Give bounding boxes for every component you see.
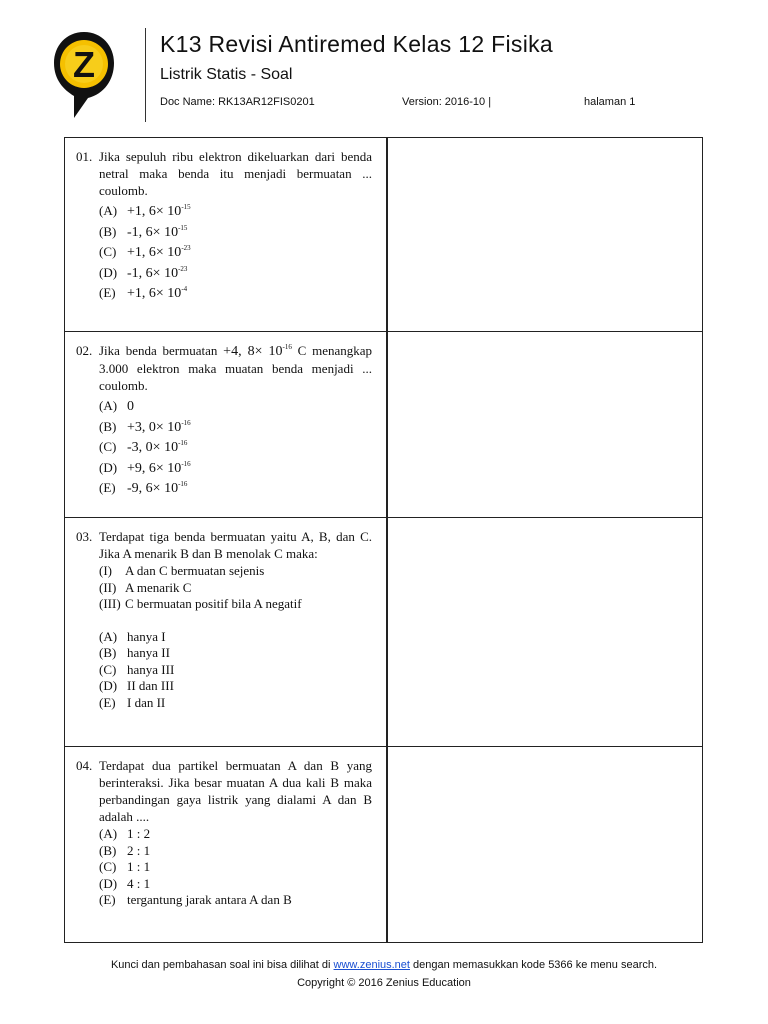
- option-d: (D) 4 : 1: [99, 875, 151, 891]
- option-b: (B) 2 : 1: [99, 842, 151, 858]
- statement-list: [99, 562, 372, 612]
- option-b: (B) hanya II: [99, 645, 170, 660]
- option-list: [99, 825, 372, 908]
- option-a: (A) +1, $6\times 10^{-15}$: [99, 203, 191, 219]
- question-3: [76, 528, 372, 710]
- question-text: Jika benda bermuatan +4, $8\times 10^{-16}$ C menangkap 3.000 elektron maka muatan benda menjadi ... coulomb.: [99, 343, 373, 393]
- statement-2: (II) A menarik C: [99, 579, 192, 595]
- question-number: 04.: [76, 758, 93, 773]
- question-1: [76, 148, 372, 305]
- option-e: (E) tergantung jarak antara A dan B: [99, 892, 292, 907]
- question-number: 03.: [76, 529, 93, 544]
- header-divider: [145, 28, 146, 122]
- question-table: [64, 137, 703, 943]
- option-b: (B) +3, $0\times 10^{-16}$: [99, 418, 191, 435]
- doc-name: Doc Name: RK13AR12FIS0201: [160, 96, 315, 108]
- statement-3: (III) C bermuatan positif bila A negatif: [99, 596, 302, 611]
- option-list: [99, 202, 372, 305]
- zenius-logo: [52, 30, 116, 120]
- option-a: (A) hanya I: [99, 628, 166, 644]
- logo-letter: Z: [73, 44, 95, 85]
- option-a: (A) 1 : 2: [99, 826, 151, 841]
- question-4: [76, 757, 372, 908]
- question-row-4: [65, 747, 702, 944]
- document-title: K13 Revisi Antiremed Kelas 12 Fisika: [160, 31, 554, 57]
- option-b: (B) -1, $6\times 10^{-15}$: [99, 223, 188, 240]
- option-c: (C) -3, $0\times 10^{-16}$: [99, 439, 188, 455]
- option-e: (E) +1, $6\times 10^{-4}$: [99, 285, 188, 301]
- question-row-2: [65, 332, 702, 518]
- question-number: 02.: [76, 343, 93, 358]
- zenius-link[interactable]: www.zenius.net: [333, 959, 410, 971]
- option-list: [99, 628, 372, 711]
- option-c: (C) hanya III: [99, 661, 175, 677]
- question-text: Terdapat dua partikel bermuatan A dan B yang berinteraksi. Jika besar muatan A dua kali B maka perbandingan gaya listrik yang dialami A dan B adalah ....: [99, 758, 372, 824]
- question-number: 01.: [76, 149, 93, 164]
- option-c: (C) +1, $6\times 10^{-23}$: [99, 244, 191, 260]
- question-row-1: [65, 138, 702, 332]
- option-c: (C) 1 : 1: [99, 859, 151, 874]
- option-d: (D) +9, $6\times 10^{-16}$: [99, 459, 191, 476]
- option-d: (D) II dan III: [99, 678, 174, 693]
- question-2: [76, 342, 372, 500]
- option-list: [99, 397, 372, 500]
- footer-note: Kunci dan pembahasan soal ini bisa dilihat di www.zenius.net dengan memasukkan kode 5366 ke menu search.: [110, 959, 658, 971]
- question-row-3: [65, 518, 702, 747]
- option-e: (E) -9, $6\times 10^{-16}$: [99, 480, 188, 496]
- document-subtitle: Listrik Statis - Soal: [160, 66, 293, 83]
- copyright: Copyright © 2016 Zenius Education: [297, 977, 471, 989]
- option-e: (E) I dan II: [99, 694, 166, 710]
- statement-1: (I) A dan C bermuatan sejenis: [99, 563, 265, 578]
- question-text: Jika sepuluh ribu elektron dikeluarkan dari benda netral maka benda itu menjadi bermuatan ... coulomb.: [99, 149, 372, 198]
- option-a: (A) 0: [99, 398, 134, 414]
- doc-version: Version: 2016-10 |: [402, 96, 492, 108]
- question-text: Terdapat tiga benda bermuatan yaitu A, B, dan C. Jika A menarik B dan B menolak C maka:: [99, 529, 372, 561]
- option-d: (D) -1, $6\times 10^{-23}$: [99, 264, 188, 281]
- page-number: halaman 1: [584, 96, 636, 108]
